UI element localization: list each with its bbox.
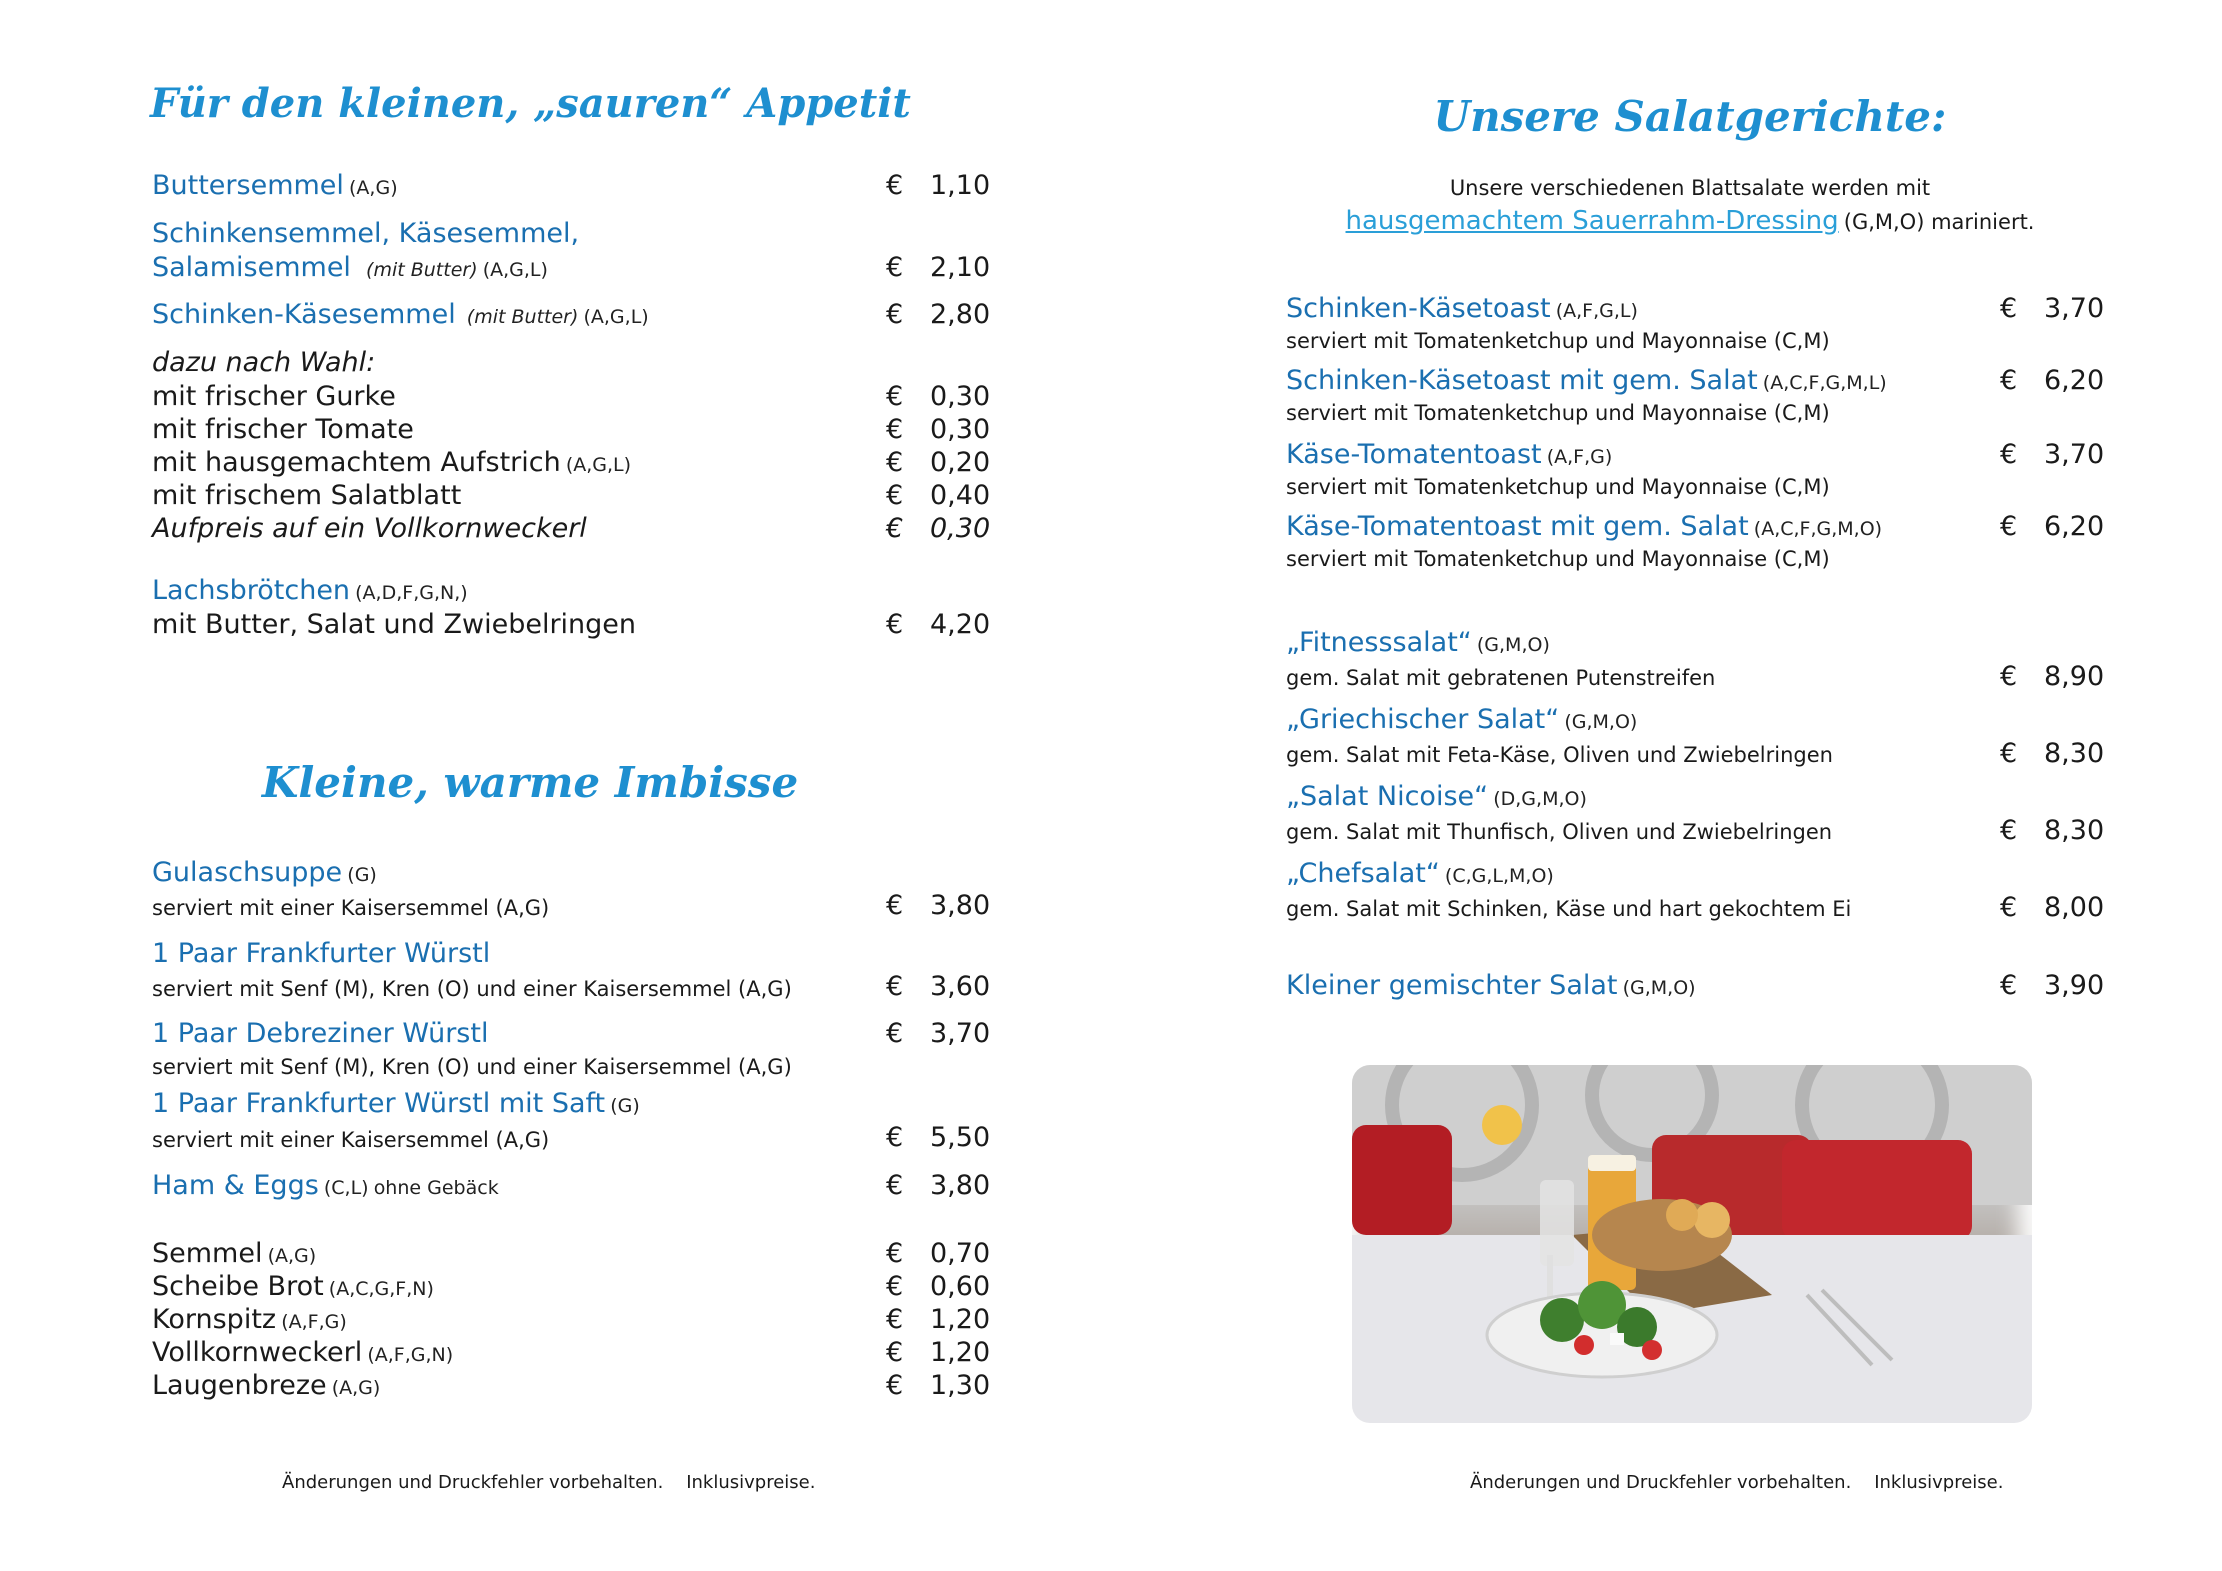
item-name: Buttersemmel — [152, 170, 344, 201]
menu-item-frankfurter-saft — [152, 1088, 640, 1119]
price-value: 3,90 — [2044, 970, 2105, 1001]
allergen-codes: (G,M,O) — [1564, 711, 1638, 733]
allergen-codes: (G) — [610, 1095, 640, 1117]
price-value: 8,30 — [2044, 815, 2105, 846]
currency-symbol: € — [886, 447, 904, 478]
menu-item-schinken-kaesesemmel — [152, 299, 649, 330]
price-fitnesssalat — [2000, 661, 2105, 692]
item-name: Lachsbrötchen — [152, 575, 351, 606]
price-value: 8,00 — [2044, 892, 2105, 923]
price-lachsbroetchen — [886, 609, 991, 640]
currency-symbol: € — [886, 1271, 904, 1302]
allergen-codes: (A,D,F,G,N,) — [355, 582, 468, 604]
price-vollkorn-aufpreis — [886, 513, 991, 544]
currency-symbol: € — [886, 299, 904, 330]
price-value: 0,40 — [930, 480, 991, 511]
price-value: 4,20 — [930, 609, 991, 640]
bread-name: Kornspitz — [152, 1304, 277, 1335]
price-kaese-tomatentoast — [2000, 439, 2105, 470]
currency-symbol: € — [2000, 892, 2018, 923]
price-frankfurter-saft — [886, 1122, 991, 1153]
item-name: Ham & Eggs — [152, 1170, 319, 1201]
item-description: serviert mit Tomatenketchup und Mayonnaise (C,M) — [1286, 475, 1830, 499]
item-description: serviert mit Senf (M), Kren (O) und einer Kaisersemmel (A,G) — [152, 977, 792, 1001]
item-name: Schinken-Käsetoast — [1286, 293, 1551, 324]
currency-symbol: € — [886, 170, 904, 201]
price-semmel — [886, 1238, 991, 1269]
choice-label: dazu nach Wahl: — [152, 347, 376, 378]
price-value: 6,20 — [2044, 365, 2105, 396]
bread-name: Scheibe Brot — [152, 1271, 324, 1302]
currency-symbol: € — [2000, 511, 2018, 542]
menu-item-kleiner-salat — [1286, 970, 1696, 1001]
allergen-codes: (A,G) — [267, 1245, 317, 1267]
item-name: „Fitnesssalat“ — [1286, 627, 1472, 658]
price-value: 3,70 — [2044, 439, 2105, 470]
currency-symbol: € — [886, 890, 904, 921]
allergen-codes: (A,C,G,F,N) — [328, 1278, 434, 1300]
choice-text: mit hausgemachtem Aufstrich — [152, 447, 561, 478]
menu-item-fitnesssalat — [1286, 627, 1550, 658]
price-value: 3,80 — [930, 1170, 991, 1201]
item-description: serviert mit Tomatenketchup und Mayonnaise (C,M) — [1286, 547, 1830, 571]
item-name: „Salat Nicoise“ — [1286, 781, 1489, 812]
item-note: (mit Butter) — [366, 259, 478, 281]
item-name: Schinkensemmel, Käsesemmel, — [152, 218, 580, 249]
choice-tomate: mit frischer Tomate — [152, 414, 414, 445]
price-aufstrich — [886, 447, 991, 478]
price-value: 6,20 — [2044, 511, 2105, 542]
allergen-codes: (C,G,L,M,O) — [1444, 865, 1554, 887]
allergen-codes: (A,F,G) — [281, 1311, 347, 1333]
item-description: serviert mit Tomatenketchup und Mayonnaise (C,M) — [1286, 329, 1830, 353]
currency-symbol: € — [886, 1170, 904, 1201]
item-note: ohne Gebäck — [373, 1177, 499, 1199]
allergen-codes: (A,C,F,G,M,O) — [1753, 518, 1883, 540]
item-description: serviert mit Tomatenketchup und Mayonnaise (C,M) — [1286, 401, 1830, 425]
price-value: 8,30 — [2044, 738, 2105, 769]
menu-item-buttersemmel — [152, 170, 398, 201]
menu-item-gulaschsuppe — [152, 857, 377, 888]
currency-symbol: € — [2000, 293, 2018, 324]
footer-right: Änderungen und Druckfehler vorbehalten. Inklusivpreise. — [1470, 1472, 2004, 1493]
heading-warme-imbisse: Kleine, warme Imbisse — [261, 758, 799, 807]
item-name: 1 Paar Debreziner Würstl — [152, 1018, 489, 1049]
price-schinken-kaesetoast — [2000, 293, 2105, 324]
item-description: mit Butter, Salat und Zwiebelringen — [152, 609, 637, 640]
item-description: serviert mit Senf (M), Kren (O) und einer Kaisersemmel (A,G) — [152, 1055, 792, 1079]
menu-item-schinken-kaesetoast — [1286, 293, 1638, 324]
choice-aufstrich — [152, 447, 631, 478]
item-name: Gulaschsuppe — [152, 857, 343, 888]
price-kornspitz — [886, 1304, 991, 1335]
currency-symbol: € — [886, 252, 904, 283]
currency-symbol: € — [886, 414, 904, 445]
currency-symbol: € — [2000, 970, 2018, 1001]
price-value: 8,90 — [2044, 661, 2105, 692]
price-value: 3,60 — [930, 971, 991, 1002]
allergen-codes: (D,G,M,O) — [1493, 788, 1587, 810]
item-name: Schinken-Käsesemmel — [152, 299, 456, 330]
item-name: 1 Paar Frankfurter Würstl mit Saft — [152, 1088, 606, 1119]
item-name: Käse-Tomatentoast — [1286, 439, 1542, 470]
price-value: 0,70 — [930, 1238, 991, 1269]
menu-item-griechischer-salat — [1286, 704, 1637, 735]
price-tomate — [886, 414, 991, 445]
price-chefsalat — [2000, 892, 2105, 923]
currency-symbol: € — [2000, 365, 2018, 396]
price-schinken-kaesesemmel — [886, 299, 991, 330]
intro-rest: (G,M,O) mariniert. — [1843, 210, 2035, 234]
price-value: 0,30 — [930, 513, 991, 544]
price-value: 0,60 — [930, 1271, 991, 1302]
item-name: „Chefsalat“ — [1286, 858, 1440, 889]
currency-symbol: € — [886, 1337, 904, 1368]
price-kleiner-salat — [2000, 970, 2105, 1001]
allergen-codes: (A,G) — [331, 1377, 381, 1399]
salad-intro-line2 — [1290, 206, 2090, 236]
bread-semmel — [152, 1238, 316, 1269]
bread-vollkornweckerl — [152, 1337, 453, 1368]
item-description: serviert mit einer Kaisersemmel (A,G) — [152, 1128, 550, 1152]
price-value: 1,10 — [930, 170, 991, 201]
bread-name: Vollkornweckerl — [152, 1337, 363, 1368]
menu-item-kaese-tomatentoast — [1286, 439, 1612, 470]
allergen-codes: (A,F,G,L) — [1555, 300, 1638, 322]
item-name: 1 Paar Frankfurter Würstl — [152, 938, 491, 969]
price-vollkornweckerl — [886, 1337, 991, 1368]
currency-symbol: € — [886, 971, 904, 1002]
price-value: 0,20 — [930, 447, 991, 478]
item-name: „Griechischer Salat“ — [1286, 704, 1560, 735]
currency-symbol: € — [886, 1370, 904, 1401]
price-salat-nicoise — [2000, 815, 2105, 846]
footer-left: Änderungen und Druckfehler vorbehalten. Inklusivpreise. — [282, 1472, 816, 1493]
bread-scheibe-brot — [152, 1271, 434, 1302]
price-griechischer-salat — [2000, 738, 2105, 769]
item-name: Schinken-Käsetoast mit gem. Salat — [1286, 365, 1758, 396]
price-value: 3,70 — [930, 1018, 991, 1049]
allergen-codes: (A,C,F,G,M,L) — [1762, 372, 1887, 394]
price-gulaschsuppe — [886, 890, 991, 921]
item-name: Käse-Tomatentoast mit gem. Salat — [1286, 511, 1749, 542]
price-laugenbreze — [886, 1370, 991, 1401]
item-description: gem. Salat mit Schinken, Käse und hart gekochtem Ei — [1286, 897, 1852, 921]
price-value: 5,50 — [930, 1122, 991, 1153]
price-value: 1,20 — [930, 1337, 991, 1368]
allergen-codes: (A,F,G,N) — [367, 1344, 454, 1366]
currency-symbol: € — [886, 381, 904, 412]
currency-symbol: € — [886, 1238, 904, 1269]
item-name: Salamisemmel — [152, 252, 351, 283]
choice-salatblatt: mit frischem Salatblatt — [152, 480, 462, 511]
currency-symbol: € — [886, 480, 904, 511]
menu-item-kaese-tomatentoast-salat — [1286, 511, 1882, 542]
currency-symbol: € — [2000, 661, 2018, 692]
price-value: 2,80 — [930, 299, 991, 330]
currency-symbol: € — [886, 609, 904, 640]
price-value: 0,30 — [930, 381, 991, 412]
photo-illustration — [1352, 1065, 2032, 1423]
menu-item-lachsbroetchen — [152, 575, 468, 606]
allergen-codes: (A,F,G) — [1546, 446, 1613, 468]
menu-item-chefsalat — [1286, 858, 1554, 889]
bread-name: Semmel — [152, 1238, 263, 1269]
menu-item-salamisemmel — [152, 252, 548, 283]
currency-symbol: € — [2000, 439, 2018, 470]
heading-salatgerichte: Unsere Salatgerichte: — [1433, 92, 1947, 141]
menu-item-schinken-kaesetoast-salat — [1286, 365, 1887, 396]
allergen-codes: (A,G) — [349, 177, 398, 199]
price-ham-eggs — [886, 1170, 991, 1201]
allergen-codes: (G,M,O) — [1622, 977, 1696, 999]
price-value: 1,20 — [930, 1304, 991, 1335]
price-scheibe-brot — [886, 1271, 991, 1302]
bread-laugenbreze — [152, 1370, 380, 1401]
item-description: gem. Salat mit Feta-Käse, Oliven und Zwiebelringen — [1286, 743, 1833, 767]
choice-vollkorn-aufpreis: Aufpreis auf ein Vollkornweckerl — [152, 513, 587, 544]
allergen-codes: (G,M,O) — [1476, 634, 1550, 656]
allergen-codes: (A,G,L) — [565, 454, 632, 476]
item-description: gem. Salat mit gebratenen Putenstreifen — [1286, 666, 1716, 690]
dressing-link[interactable]: hausgemachtem Sauerrahm-Dressing — [1345, 206, 1839, 236]
price-value: 3,70 — [2044, 293, 2105, 324]
price-gurke — [886, 381, 991, 412]
allergen-codes: (A,G,L) — [482, 259, 548, 281]
salad-plate-drinks-photo — [1352, 1065, 2032, 1423]
item-note: (mit Butter) — [466, 306, 579, 328]
item-description: serviert mit einer Kaisersemmel (A,G) — [152, 896, 550, 920]
bread-kornspitz — [152, 1304, 347, 1335]
price-debreziner — [886, 1018, 991, 1049]
price-value: 2,10 — [930, 252, 991, 283]
menu-item-salat-nicoise — [1286, 781, 1587, 812]
price-frankfurter — [886, 971, 991, 1002]
currency-symbol: € — [2000, 738, 2018, 769]
heading-sauren-appetit: Für den kleinen, „sauren“ Appetit — [150, 80, 911, 127]
item-description: gem. Salat mit Thunfisch, Oliven und Zwiebelringen — [1286, 820, 1833, 844]
item-name: Kleiner gemischter Salat — [1286, 970, 1618, 1001]
choice-gurke: mit frischer Gurke — [152, 381, 396, 412]
price-buttersemmel — [886, 170, 991, 201]
price-schinken-kaesetoast-salat — [2000, 365, 2105, 396]
menu-item-debreziner — [152, 1018, 488, 1049]
allergen-codes: (G) — [347, 864, 377, 886]
currency-symbol: € — [886, 1122, 904, 1153]
salad-intro-line1: Unsere verschiedenen Blattsalate werden mit — [1449, 176, 1931, 200]
currency-symbol: € — [886, 1018, 904, 1049]
allergen-codes: (C,L) — [323, 1177, 369, 1199]
price-value: 0,30 — [930, 414, 991, 445]
allergen-codes: (A,G,L) — [583, 306, 649, 328]
price-schinkensemmel — [886, 252, 991, 283]
price-value: 1,30 — [930, 1370, 991, 1401]
currency-symbol: € — [886, 513, 904, 544]
price-salatblatt — [886, 480, 991, 511]
price-value: 3,80 — [930, 890, 991, 921]
menu-item-schinkensemmel — [152, 218, 579, 249]
currency-symbol: € — [886, 1304, 904, 1335]
bread-name: Laugenbreze — [152, 1370, 327, 1401]
currency-symbol: € — [2000, 815, 2018, 846]
menu-item-ham-eggs — [152, 1170, 499, 1201]
menu-item-frankfurter — [152, 938, 490, 969]
price-kaese-tomatentoast-salat — [2000, 511, 2105, 542]
